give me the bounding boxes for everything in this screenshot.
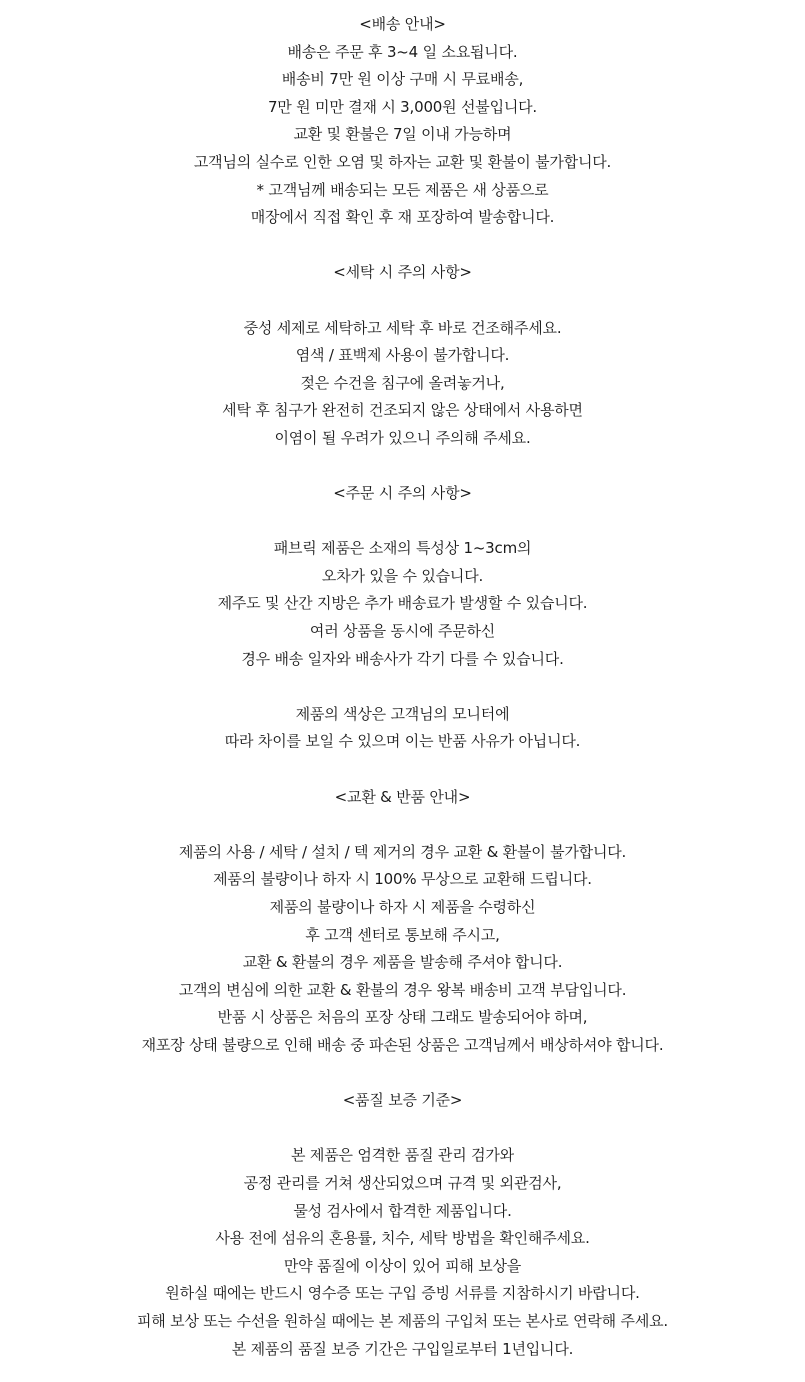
text-line: 제품의 사용 / 세탁 / 설치 / 텍 제거의 경우 교환 & 환불이 불가합니다. bbox=[178, 842, 627, 861]
spacer bbox=[0, 756, 805, 784]
spacer bbox=[0, 1115, 805, 1143]
text-line: 매장에서 직접 확인 후 재 포장하여 발송합니다. bbox=[250, 208, 555, 227]
text-line: 만약 품질에 이상이 있어 피해 보상을 bbox=[283, 1256, 522, 1275]
section-washing bbox=[0, 232, 805, 453]
text-line: 재포장 상태 불량으로 인해 배송 중 파손된 상품은 고객님께서 배상하셔야 합니다. bbox=[141, 1035, 664, 1054]
text-line: 따라 차이를 보일 수 있으며 이는 반품 사유가 아닙니다. bbox=[224, 732, 581, 751]
spacer bbox=[0, 673, 805, 701]
text-line: 제품의 불량이나 하자 시 100% 무상으로 교환해 드립니다. bbox=[213, 870, 592, 889]
text-line: 이염이 될 우려가 있으니 주의해 주세요. bbox=[274, 428, 531, 447]
text-line: 물성 검사에서 합격한 제품입니다. bbox=[293, 1201, 512, 1220]
spacer bbox=[0, 508, 805, 536]
section-heading: <배송 안내> bbox=[359, 15, 446, 33]
text-line: 공정 관리를 거쳐 생산되었으며 규격 및 외관검사, bbox=[243, 1173, 562, 1192]
section-quality bbox=[0, 1060, 805, 1364]
section-ordering bbox=[0, 453, 805, 757]
text-line: 반품 시 상품은 처음의 포장 상태 그래도 발송되어야 하며, bbox=[217, 1008, 588, 1027]
text-line: 중성 세제로 세탁하고 세탁 후 바로 건조해주세요. bbox=[243, 318, 562, 337]
text-line: 세탁 후 침구가 완전히 건조되지 않은 상태에서 사용하면 bbox=[222, 401, 583, 420]
text-line: 교환 & 환불의 경우 제품을 발송해 주셔야 합니다. bbox=[242, 953, 563, 972]
text-line: 염색 / 표백제 사용이 불가합니다. bbox=[295, 346, 510, 365]
text-line: 본 제품은 엄격한 품질 관리 검가와 bbox=[291, 1146, 514, 1165]
text-line: 여러 상품을 동시에 주문하신 bbox=[309, 622, 496, 641]
section-heading: <품질 보증 기준> bbox=[342, 1091, 463, 1110]
text-line: 패브릭 제품은 소재의 특성상 1~3cm의 bbox=[273, 539, 532, 558]
notice-content bbox=[0, 11, 805, 1363]
text-line: 경우 배송 일자와 배송사가 각기 다를 수 있습니다. bbox=[241, 649, 564, 668]
text-line: 7만 원 미만 결재 시 3,000원 선불입니다. bbox=[267, 97, 538, 116]
text-line: 본 제품의 품질 보증 기간은 구입일로부터 1년입니다. bbox=[231, 1339, 574, 1358]
section-exchange-return bbox=[0, 756, 805, 1060]
section-shipping bbox=[0, 11, 805, 232]
spacer bbox=[0, 811, 805, 839]
spacer bbox=[0, 1060, 805, 1088]
section-heading: <교환 & 반품 안내> bbox=[334, 787, 471, 806]
spacer bbox=[0, 453, 805, 481]
section-heading: <세탁 시 주의 사항> bbox=[333, 263, 472, 282]
text-line: 고객의 변심에 의한 교환 & 환불의 경우 왕복 배송비 고객 부담입니다. bbox=[178, 980, 627, 999]
text-line: 젖은 수건을 침구에 올려놓거나, bbox=[300, 373, 505, 392]
section-heading: <주문 시 주의 사항> bbox=[333, 484, 472, 503]
text-line: 오차가 있을 수 있습니다. bbox=[321, 566, 484, 585]
text-line: 제품의 색상은 고객님의 모니터에 bbox=[295, 704, 510, 723]
text-line: 원하실 때에는 반드시 영수증 또는 구입 증빙 서류를 지참하시기 바랍니다. bbox=[165, 1284, 640, 1303]
text-line: 배송은 주문 후 3~4 일 소요됩니다. bbox=[287, 42, 518, 61]
text-line: 사용 전에 섬유의 혼용률, 치수, 세탁 방법을 확인해주세요. bbox=[215, 1229, 590, 1248]
text-line: 피해 보상 또는 수선을 원하실 때에는 본 제품의 구입처 또는 본사로 연락해 주세요. bbox=[137, 1311, 668, 1330]
text-line: 고객님의 실수로 인한 오염 및 하자는 교환 및 환불이 불가합니다. bbox=[193, 152, 612, 171]
text-line: 제주도 및 산간 지방은 추가 배송료가 발생할 수 있습니다. bbox=[217, 594, 588, 613]
text-line: 배송비 7만 원 이상 구매 시 무료배송, bbox=[281, 70, 524, 89]
text-line: 후 고객 센터로 통보해 주시고, bbox=[305, 925, 500, 944]
text-line: 교환 및 환불은 7일 이내 가능하며 bbox=[293, 125, 512, 144]
text-line: 제품의 불량이나 하자 시 제품을 수령하신 bbox=[269, 898, 536, 916]
spacer bbox=[0, 232, 805, 260]
spacer bbox=[0, 287, 805, 315]
text-line: * 고객님께 배송되는 모든 제품은 새 상품으로 bbox=[256, 180, 549, 199]
